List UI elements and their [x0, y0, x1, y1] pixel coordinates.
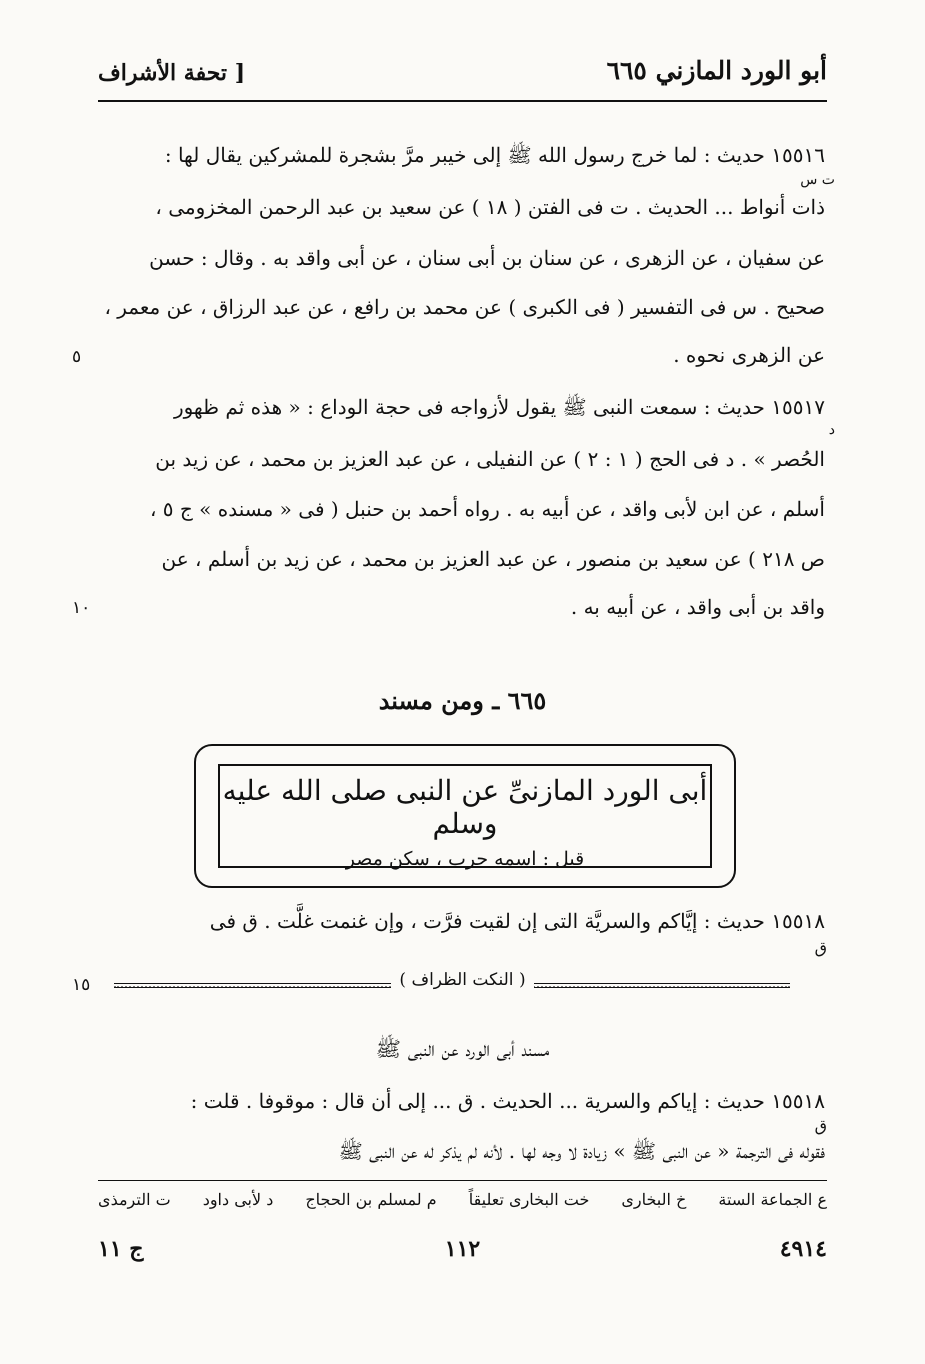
sigla-legend — [98, 1190, 827, 1209]
text-line: ١٥٥١٨ حديث : إيَّاكم والسريَّة التى إن لقيت فرَّت ، وإن غنمت غلَّت . ق فى — [209, 909, 825, 933]
book-title: [ تحفة الأشراف — [98, 60, 246, 86]
legend-item: م لمسلم بن الحجاج — [305, 1190, 437, 1209]
text-line: صحيح . س فى التفسير ( فى الكبرى ) عن محمد بن رافع ، عن عبد الرزاق ، عن معمر ، — [104, 295, 825, 319]
legend-item: د لأبى داود — [202, 1190, 274, 1209]
title-frame-inner — [218, 764, 712, 868]
text-line: عن سفيان ، عن الزهرى ، عن سنان بن أبى سنان ، عن أبى واقد به . وقال : حسن — [149, 246, 825, 270]
legend-item: خت البخارى تعليقاً — [468, 1190, 590, 1209]
text-line: ١٥٥١٧ حديث : سمعت النبى ﷺ يقول لأزواجه فى حجة الوداع : « هذه ثم ظهور — [173, 395, 825, 419]
footer-rule — [98, 1180, 827, 1181]
text-line: فقوله فى الترجمة « عن النبى ﷺ » زيادة لا وجه لها . لأنه لم يذكر له عن النبى ﷺ — [338, 1139, 825, 1163]
legend-item: ع الجماعة الستة — [718, 1190, 827, 1209]
margin-mark: ق — [814, 1116, 827, 1135]
margin-mark: ت س — [800, 172, 835, 188]
section-subtitle: قيل : اسمه حرب ، سكن مصر — [345, 848, 585, 870]
line-number: ٥ — [72, 347, 82, 367]
volume-number: ج ١١ — [98, 1236, 144, 1262]
section-heading: ٦٦٥ ـ ومن مسند — [378, 686, 547, 715]
margin-mark: ق — [814, 938, 827, 957]
text-line: الحُصر » . د فى الحج ( ١ : ٢ ) عن النفيلى ، عن عبد العزيز بن محمد ، عن زيد بن — [155, 447, 825, 471]
margin-mark: د — [828, 422, 835, 438]
text-line: ١٥٥١٦ حديث : لما خرج رسول الله ﷺ إلى خيبر مرَّ بشجرة للمشركين يقال لها : — [164, 143, 825, 167]
nukat-title: مسند أبى الورد عن النبى ﷺ — [375, 1037, 550, 1061]
footer-number-right: ٤٩١٤ — [779, 1236, 827, 1262]
text-line: عن الزهرى نحوه . — [673, 343, 825, 367]
line-number: ١٥ — [72, 975, 91, 995]
legend-item: ت الترمذى — [98, 1190, 171, 1209]
page-number: ١١٢ — [444, 1236, 481, 1262]
atraf-label-text: ( النكت الظراف ) — [391, 970, 533, 990]
header-rule — [98, 100, 827, 102]
text-line: واقد بن أبى واقد ، عن أبيه به . — [570, 595, 825, 619]
text-line: أسلم ، عن ابن لأبى واقد ، عن أبيه به . رواه أحمد بن حنبل ( فى « مسنده » ج ٥ ، — [149, 497, 825, 521]
atraf-label — [0, 970, 925, 990]
legend-item: خ البخارى — [621, 1190, 687, 1209]
line-number: ١٠ — [72, 598, 91, 618]
text-line: ١٥٥١٨ حديث : إياكم والسرية ... الحديث . ق ... إلى أن قال : موقوفا . قلت : — [190, 1089, 825, 1113]
text-line: ص ٢١٨ ) عن سعيد بن منصور ، عن عبد العزيز بن محمد ، عن زيد بن أسلم ، عن — [161, 547, 825, 571]
running-title: أبو الورد المازني ٦٦٥ — [606, 56, 827, 85]
text-line: ذات أنواط ... الحديث . ت فى الفتن ( ١٨ ) عن سعيد بن عبد الرحمن المخزومى ، — [155, 195, 825, 219]
section-title: أبى الورد المازنىِّ عن النبى صلى الله عليه وسلم — [222, 774, 708, 840]
